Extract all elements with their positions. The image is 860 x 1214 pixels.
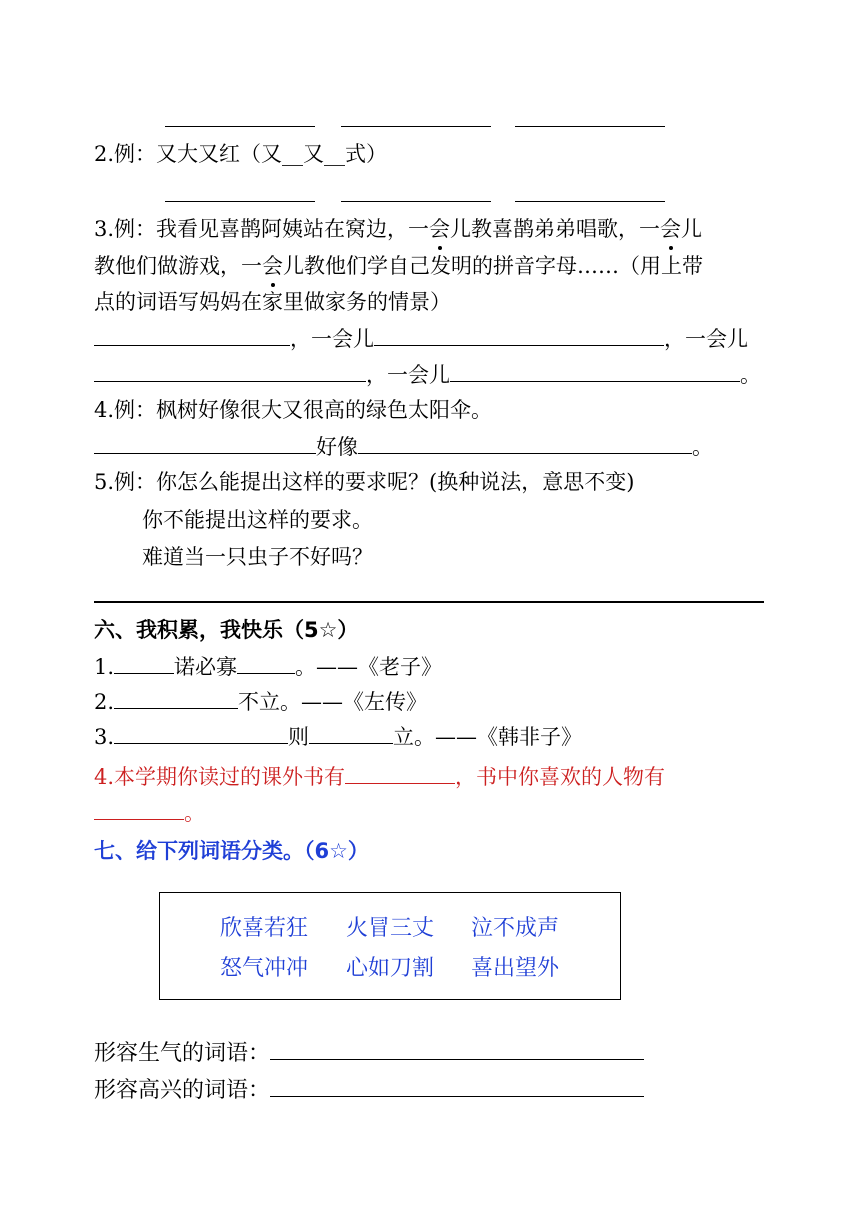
item4-blank-2[interactable] bbox=[94, 797, 184, 820]
q2-text: 2.例：又大又红（又__又__式） bbox=[94, 142, 388, 166]
q3-line2-start: 教他们做游戏， bbox=[94, 254, 241, 278]
word-item: 喜出望外 bbox=[471, 956, 560, 981]
q3-line2 bbox=[94, 251, 703, 281]
section6-item-1 bbox=[94, 651, 442, 682]
q3-sep-2: ，一会儿 bbox=[664, 327, 748, 351]
q3-line3: 点的词语写妈妈在家里做家务的情景） bbox=[94, 290, 451, 314]
item3-blank-2[interactable] bbox=[309, 721, 393, 744]
q3-sep-1: ，一会儿 bbox=[290, 327, 374, 351]
q4-blank-1[interactable] bbox=[94, 431, 316, 454]
section6-item-4-cont bbox=[94, 797, 205, 828]
q1-blank-3[interactable] bbox=[515, 126, 665, 127]
q4-blank-2[interactable] bbox=[358, 431, 692, 454]
word-item: 心如刀割 bbox=[346, 956, 435, 981]
q1-blank-1[interactable] bbox=[165, 126, 315, 127]
angry-words-row bbox=[94, 1037, 644, 1069]
item4-mid: ，书中你喜欢的人物有 bbox=[455, 765, 666, 789]
item1-mid: 诺必寡 bbox=[174, 655, 238, 679]
q3-dotted-word-3: 一会儿 bbox=[241, 251, 304, 281]
q3-blank-3[interactable] bbox=[94, 359, 366, 382]
section6-heading: 六、我积累，我快乐（5☆） bbox=[94, 618, 359, 642]
q4-text: 4.例：枫树好像很大又很高的绿色太阳伞。 bbox=[94, 398, 493, 422]
q1-blank-2[interactable] bbox=[341, 126, 491, 127]
q3-mid1: 教喜鹊弟弟唱歌， bbox=[471, 217, 640, 241]
item3-mid: 则 bbox=[288, 725, 310, 749]
q5-text: 5.例：你怎么能提出这样的要求呢？(换种说法，意思不变) bbox=[94, 470, 635, 494]
item2-blank[interactable] bbox=[114, 686, 238, 709]
item3-num: 3. bbox=[94, 725, 115, 749]
q3-dotted-word-1: 一会儿 bbox=[408, 214, 471, 244]
happy-words-row bbox=[94, 1074, 644, 1106]
q3-answer-line1 bbox=[94, 323, 748, 354]
q3-prefix: 3.例：我看见喜鹊阿姨站在窝边， bbox=[94, 217, 409, 241]
q3-blank-4[interactable] bbox=[450, 359, 740, 382]
q3-line1 bbox=[94, 214, 702, 244]
happy-label: 形容高兴的词语： bbox=[94, 1078, 271, 1103]
item3-end: 立。——《韩非子》 bbox=[393, 725, 583, 749]
happy-blank[interactable] bbox=[270, 1074, 644, 1097]
word-item: 欣喜若狂 bbox=[220, 916, 309, 941]
q3-dotted-word-2: 一会儿 bbox=[639, 214, 702, 244]
q2-blank-2[interactable] bbox=[341, 201, 491, 202]
q3-blank-1[interactable] bbox=[94, 323, 290, 346]
item1-blank-1[interactable] bbox=[114, 651, 174, 674]
section7-heading: 七、给下列词语分类。（6☆） bbox=[94, 839, 369, 863]
item2-num: 2. bbox=[94, 690, 115, 714]
q5-sentence-2: 难道当一只虫子不好吗？ bbox=[142, 545, 373, 569]
item4-end: 。 bbox=[184, 801, 205, 825]
item4-blank-1[interactable] bbox=[345, 761, 455, 784]
item1-num: 1. bbox=[94, 655, 115, 679]
q3-end: 。 bbox=[740, 363, 761, 387]
item1-blank-2[interactable] bbox=[237, 651, 295, 674]
angry-blank[interactable] bbox=[270, 1037, 644, 1060]
section6-item-2 bbox=[94, 686, 427, 717]
q4-end: 。 bbox=[692, 435, 713, 459]
section6-item-3 bbox=[94, 721, 582, 752]
section6-item-4 bbox=[94, 761, 665, 792]
word-item: 怒气冲冲 bbox=[220, 956, 309, 981]
word-box bbox=[159, 892, 621, 1000]
item4-start: 4.本学期你读过的课外书有 bbox=[94, 765, 346, 789]
q5-sentence-1: 你不能提出这样的要求。 bbox=[142, 508, 373, 532]
word-item: 泣不成声 bbox=[471, 916, 560, 941]
q4-answer-line bbox=[94, 431, 713, 462]
q3-line2-end: 教他们学自己发明的拼音字母……（用上带 bbox=[304, 254, 703, 278]
q4-middle: 好像 bbox=[316, 435, 358, 459]
q2-blank-1[interactable] bbox=[165, 201, 315, 202]
q5-answer-line[interactable] bbox=[94, 601, 764, 603]
word-item: 火冒三丈 bbox=[346, 916, 435, 941]
q3-sep-3: ，一会儿 bbox=[366, 363, 450, 387]
item1-end: 。——《老子》 bbox=[295, 655, 443, 679]
angry-label: 形容生气的词语： bbox=[94, 1041, 271, 1066]
q3-blank-2[interactable] bbox=[374, 323, 664, 346]
item2-end: 不立。——《左传》 bbox=[238, 690, 428, 714]
item3-blank-1[interactable] bbox=[114, 721, 288, 744]
q3-answer-line2 bbox=[94, 359, 761, 390]
q2-blank-3[interactable] bbox=[515, 201, 665, 202]
